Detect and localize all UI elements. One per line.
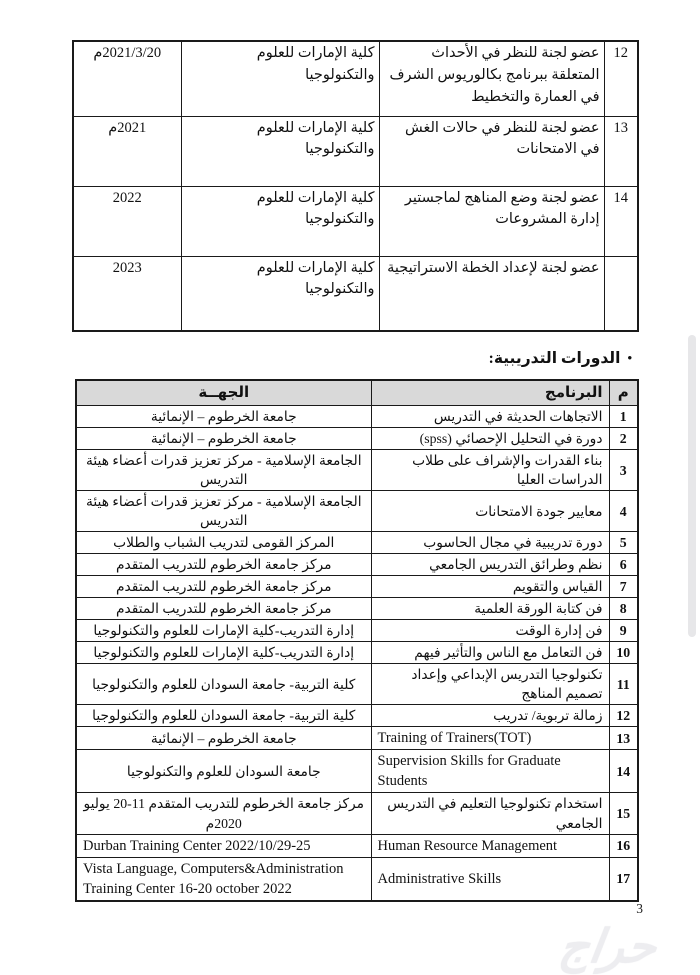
cell-entity: كلية التربية- جامعة السودان للعلوم والتكنولوجيا — [76, 705, 371, 727]
table-row — [76, 642, 638, 664]
cell-entity: Durban Training Center 2022/10/29-25 — [76, 834, 371, 857]
cell-no: 13 — [604, 116, 638, 186]
table-row — [73, 256, 638, 331]
cell-no: 14 — [604, 186, 638, 256]
section-title: الدورات التدريبية: — [488, 350, 621, 367]
committees-table — [72, 40, 639, 332]
column-header-number: م — [609, 380, 638, 406]
bullet-icon: • — [627, 350, 632, 365]
cell-program: تكنولوجيا التدريس الإبداعي وإعداد تصميم المناهج — [371, 664, 609, 705]
cell-program: دورة تدريبية في مجال الحاسوب — [371, 532, 609, 554]
cell-no: 3 — [609, 450, 638, 491]
table-row — [76, 857, 638, 901]
cell-program: فن كتابة الورقة العلمية — [371, 598, 609, 620]
table-row — [73, 41, 638, 116]
cell-role: عضو لجنة لإعداد الخطة الاستراتيجية — [379, 256, 604, 331]
watermark-logo: حراج — [556, 921, 660, 972]
cell-entity: مركز جامعة الخرطوم للتدريب المتقدم 11-20 يوليو 2020م — [76, 793, 371, 834]
column-header-entity: الجهــة — [76, 380, 371, 406]
page-number: 3 — [636, 901, 643, 916]
table-row — [76, 554, 638, 576]
cell-no: 11 — [609, 664, 638, 705]
cell-date: 2023 — [73, 256, 181, 331]
cell-entity: كلية التربية- جامعة السودان للعلوم والتكنولوجيا — [76, 664, 371, 705]
cell-no: 12 — [609, 705, 638, 727]
table-row — [76, 491, 638, 532]
cell-date: 2021/3/20م — [73, 41, 181, 116]
cell-entity: Vista Language, Computers&Administration Training Center 16-20 october 2022 — [76, 857, 371, 901]
cell-no: 13 — [609, 727, 638, 750]
cell-entity: إدارة التدريب-كلية الإمارات للعلوم والتكنولوجيا — [76, 620, 371, 642]
cell-entity: إدارة التدريب-كلية الإمارات للعلوم والتكنولوجيا — [76, 642, 371, 664]
cell-program: فن إدارة الوقت — [371, 620, 609, 642]
table-row — [76, 793, 638, 834]
cell-no: 16 — [609, 834, 638, 857]
table-row — [76, 664, 638, 705]
cell-role: عضو لجنة للنظر في حالات الغش في الامتحانات — [379, 116, 604, 186]
table-row — [76, 598, 638, 620]
cell-program: زمالة تربوية/ تدريب — [371, 705, 609, 727]
cell-program: بناء القدرات والإشراف على طلاب الدراسات العليا — [371, 450, 609, 491]
cell-date: 2021م — [73, 116, 181, 186]
table-row — [76, 532, 638, 554]
cell-program: Administrative Skills — [371, 857, 609, 901]
cell-program: Human Resource Management — [371, 834, 609, 857]
cell-program: القياس والتقويم — [371, 576, 609, 598]
cell-no: 4 — [609, 491, 638, 532]
table-row — [73, 186, 638, 256]
table-row — [76, 406, 638, 428]
cell-entity: الجامعة الإسلامية - مركز تعزيز قدرات أعضاء هيئة التدريس — [76, 491, 371, 532]
cell-no — [604, 256, 638, 331]
cell-program: نظم وطرائق التدريس الجامعي — [371, 554, 609, 576]
cell-entity: جامعة السودان للعلوم والتكنولوجيا — [76, 750, 371, 793]
cell-org: كلية الإمارات للعلوم والتكنولوجيا — [181, 186, 379, 256]
cell-program: Training of Trainers(TOT) — [371, 727, 609, 750]
cell-no: 17 — [609, 857, 638, 901]
cell-entity: المركز القومى لتدريب الشباب والطلاب — [76, 532, 371, 554]
cell-no: 8 — [609, 598, 638, 620]
cell-org: كلية الإمارات للعلوم والتكنولوجيا — [181, 41, 379, 116]
cell-no: 14 — [609, 750, 638, 793]
cell-program: الاتجاهات الحديثة في التدريس — [371, 406, 609, 428]
cell-no: 1 — [609, 406, 638, 428]
cell-program: فن التعامل مع الناس والتأثير فيهم — [371, 642, 609, 664]
table-row — [76, 576, 638, 598]
training-courses-table — [75, 379, 639, 902]
cell-role: عضو لجنة للنظر في الأحداث المتعلقة ببرنامج بكالوريوس الشرف في العمارة والتخطيط — [379, 41, 604, 116]
cell-no: 7 — [609, 576, 638, 598]
table-row — [76, 727, 638, 750]
cell-date: 2022 — [73, 186, 181, 256]
cell-program: دورة في التحليل الإحصائي (spss) — [371, 428, 609, 450]
cell-no: 6 — [609, 554, 638, 576]
table-row — [76, 620, 638, 642]
cell-no: 10 — [609, 642, 638, 664]
cell-program: استخدام تكنولوجيا التعليم في التدريس الجامعي — [371, 793, 609, 834]
cell-entity: مركز جامعة الخرطوم للتدريب المتقدم — [76, 598, 371, 620]
cell-program: Supervision Skills for Graduate Students — [371, 750, 609, 793]
cell-entity: الجامعة الإسلامية - مركز تعزيز قدرات أعضاء هيئة التدريس — [76, 450, 371, 491]
cell-no: 12 — [604, 41, 638, 116]
section-heading-training-courses — [489, 349, 632, 368]
cell-entity: جامعة الخرطوم – الإنمائية — [76, 727, 371, 750]
cell-no: 15 — [609, 793, 638, 834]
cell-program: معايير جودة الامتحانات — [371, 491, 609, 532]
table-row — [76, 834, 638, 857]
column-header-program: البرنامج — [371, 380, 609, 406]
cell-entity: مركز جامعة الخرطوم للتدريب المتقدم — [76, 554, 371, 576]
cell-no: 2 — [609, 428, 638, 450]
header-row — [76, 380, 638, 406]
cell-entity: جامعة الخرطوم – الإنمائية — [76, 428, 371, 450]
cell-entity: جامعة الخرطوم – الإنمائية — [76, 406, 371, 428]
cell-role: عضو لجنة وضع المناهج لماجستير إدارة المشروعات — [379, 186, 604, 256]
cell-org: كلية الإمارات للعلوم والتكنولوجيا — [181, 256, 379, 331]
cell-org: كلية الإمارات للعلوم والتكنولوجيا — [181, 116, 379, 186]
cell-no: 5 — [609, 532, 638, 554]
table-row — [76, 428, 638, 450]
cell-entity: مركز جامعة الخرطوم للتدريب المتقدم — [76, 576, 371, 598]
cell-no: 9 — [609, 620, 638, 642]
table-row — [73, 116, 638, 186]
table-row — [76, 450, 638, 491]
scrollbar-thumb[interactable] — [688, 335, 696, 637]
table-row — [76, 705, 638, 727]
table-row — [76, 750, 638, 793]
